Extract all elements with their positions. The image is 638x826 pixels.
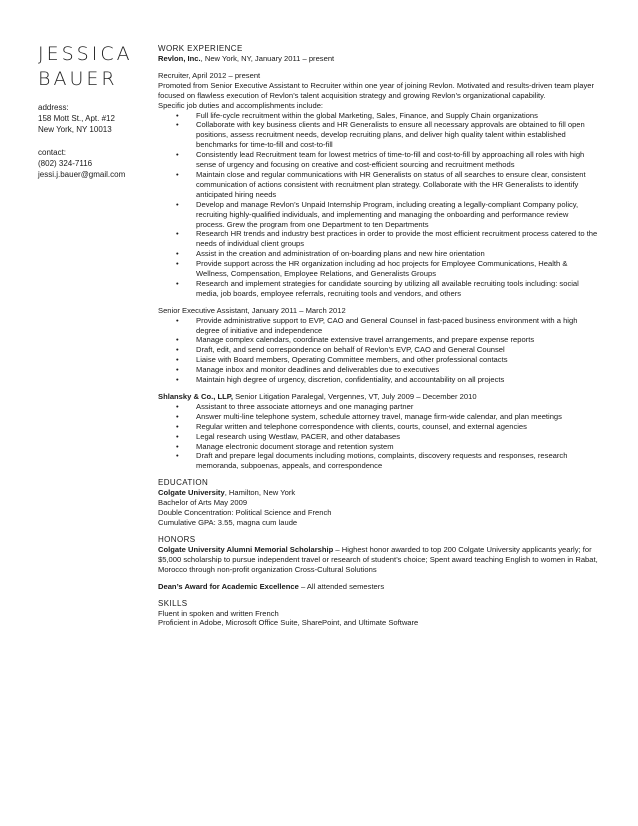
email: jessi.j.bauer@gmail.com [38, 170, 126, 180]
list-item: • Legal research using Westlaw, PACER, and other databases [158, 432, 598, 442]
recruiter-summary: Promoted from Senior Executive Assistant to Recruiter within one year of joining Revlon. Motivated and results-driven team player focused on flawless execution of Revlon’s talent acquisition strategy and growing Revlon’s organizational capability. [158, 80, 595, 100]
list-item: • Liaise with Board members, Operating Committee members, and other professional contacts [158, 355, 598, 365]
list-item: • Collaborate with key business clients and HR Generalists to ensure all necessary approvals are obtained to fill open positions, assess recruitment needs, develop recruiting plans, and deliver high quality talent within established benchmarks for time-to-fill and cost-to-fill [158, 120, 598, 150]
shlansky-bullets [158, 402, 598, 471]
address-label: address: [38, 103, 69, 112]
sea-bullets [158, 316, 598, 385]
candidate-name [38, 42, 148, 92]
revlon-employer [158, 54, 598, 64]
contact-label: contact: [38, 147, 67, 157]
shlansky-company: Shlansky & Co., LLP, [158, 392, 233, 401]
shlansky-details: Senior Litigation Paralegal, Vergennes, VT, July 2009 – December 2010 [232, 392, 477, 401]
address-line1: 158 Mott St., Apt. #12 [38, 114, 115, 124]
education-heading: EDUCATION [158, 478, 209, 488]
skills-heading: SKILLS [158, 598, 188, 608]
honors-heading: HONORS [158, 534, 196, 544]
education-school [158, 488, 598, 498]
deans-award-name: Dean’s Award for Academic Excellence [158, 581, 299, 591]
list-item: • Consistently lead Recruitment team for lowest metrics of time-to-fill and cost-to-fill by approaching all roles with high sense of urgency and focusing on creative and cost-efficient sourcing and recruitment methods [158, 150, 598, 170]
skill-french: Fluent in spoken and written French [158, 608, 279, 618]
list-item: • Provide support across the HR organization including ad hoc projects for Employee Communications, Health & Wellness, Compensation, Employee Relations, and Generalists Groups [158, 259, 598, 279]
degree: Bachelor of Arts May 2009 [158, 498, 248, 508]
scholarship-desc: – Highest honor awarded to top 200 Colgate University applicants yearly; for $5,000 scholarship to pursue independent travel or research of student’s choice; Spent award teaching English to women in Rabat, Morocco through non-profit organization Cross-Cultural Solutions [158, 544, 598, 574]
honor-deans-award [158, 582, 598, 592]
first-name: JESSICA [38, 43, 133, 65]
shlansky-employer [158, 392, 598, 402]
revlon-company: Revlon, Inc. [158, 54, 201, 63]
list-item: • Assist in the creation and administration of on-boarding plans and new hire orientation [158, 249, 598, 259]
concentration: Double Concentration: Political Science and French [158, 508, 332, 518]
scholarship-name: Colgate University Alumni Memorial Scholarship [158, 544, 334, 554]
revlon-details: , New York, NY, January 2011 – present [200, 54, 335, 63]
list-item: • Manage electronic document storage and retention system [158, 442, 598, 452]
duties-intro: Specific job duties and accomplishments include: [158, 100, 324, 110]
honor-scholarship [158, 545, 598, 575]
list-item: • Full life-cycle recruitment within the global Marketing, Sales, Finance, and Supply Chain organizations [158, 111, 598, 121]
list-item: • Develop and manage Revlon’s Unpaid Internship Program, including creating a legally-compliant Company policy, recruiting highly-qualified individuals, and implementing and managing the onboarding and performance review process. Grew the program from one Department to ten Departments [158, 200, 598, 230]
address-line2: New York, NY 10013 [38, 125, 112, 135]
list-item: • Provide administrative support to EVP, CAO and General Counsel in fast-paced business environment with a high degree of initiative and independence [158, 316, 598, 336]
list-item: • Maintain close and regular communications with HR Generalists on status of all searches to ensure clear, consistent communication of actions consistent with recruitment plan strategy. Collaborate with the HR Generalists to identify anticipated hiring needs [158, 170, 598, 200]
list-item: • Manage complex calendars, coordinate extensive travel arrangements, and prepare expense reports [158, 335, 598, 345]
list-item: • Draft and prepare legal documents including motions, complaints, discovery requests and responses, research memoranda, subpoenas, appeals, and correspondence [158, 451, 598, 471]
main-column [158, 44, 598, 628]
list-item: • Answer multi-line telephone system, schedule attorney travel, manage firm-wide calendar, and plan meetings [158, 412, 598, 422]
deans-award-desc: – All attended semesters [298, 581, 385, 591]
contact-block [38, 102, 148, 180]
list-item: • Draft, edit, and send correspondence on behalf of Revlon’s EVP, CAO and General Counsel [158, 345, 598, 355]
list-item: • Manage inbox and monitor deadlines and deliverables due to executives [158, 365, 598, 375]
gpa: Cumulative GPA: 3.55, magna cum laude [158, 517, 298, 527]
recruiter-bullets [158, 111, 598, 299]
list-item: • Assistant to three associate attorneys and one managing partner [158, 402, 598, 412]
school-details: , Hamilton, New York [224, 488, 296, 498]
list-item: • Research and implement strategies for candidate sourcing by utilizing all available recruiting tools including: social media, job boards, employee referrals, recruiting tools and vendors, and others [158, 279, 598, 299]
last-name: BAUER [38, 68, 118, 90]
school-name: Colgate University [158, 488, 225, 498]
list-item: • Regular written and telephone correspondence with clients, courts, counsel, and external agencies [158, 422, 598, 432]
list-item: • Research HR trends and industry best practices in order to provide the most efficient recruitment process catered to the needs of individual client groups [158, 229, 598, 249]
list-item: • Maintain high degree of urgency, discretion, confidentiality, and accountability on all projects [158, 375, 598, 385]
work-experience-heading: WORK EXPERIENCE [158, 44, 243, 53]
sea-title: Senior Executive Assistant, January 2011 – March 2012 [158, 305, 346, 315]
sidebar [38, 42, 148, 180]
recruiter-title: Recruiter, April 2012 – present [158, 70, 261, 80]
phone: (802) 324-7116 [38, 158, 93, 168]
skill-software: Proficient in Adobe, Microsoft Office Suite, SharePoint, and Ultimate Software [158, 618, 419, 628]
